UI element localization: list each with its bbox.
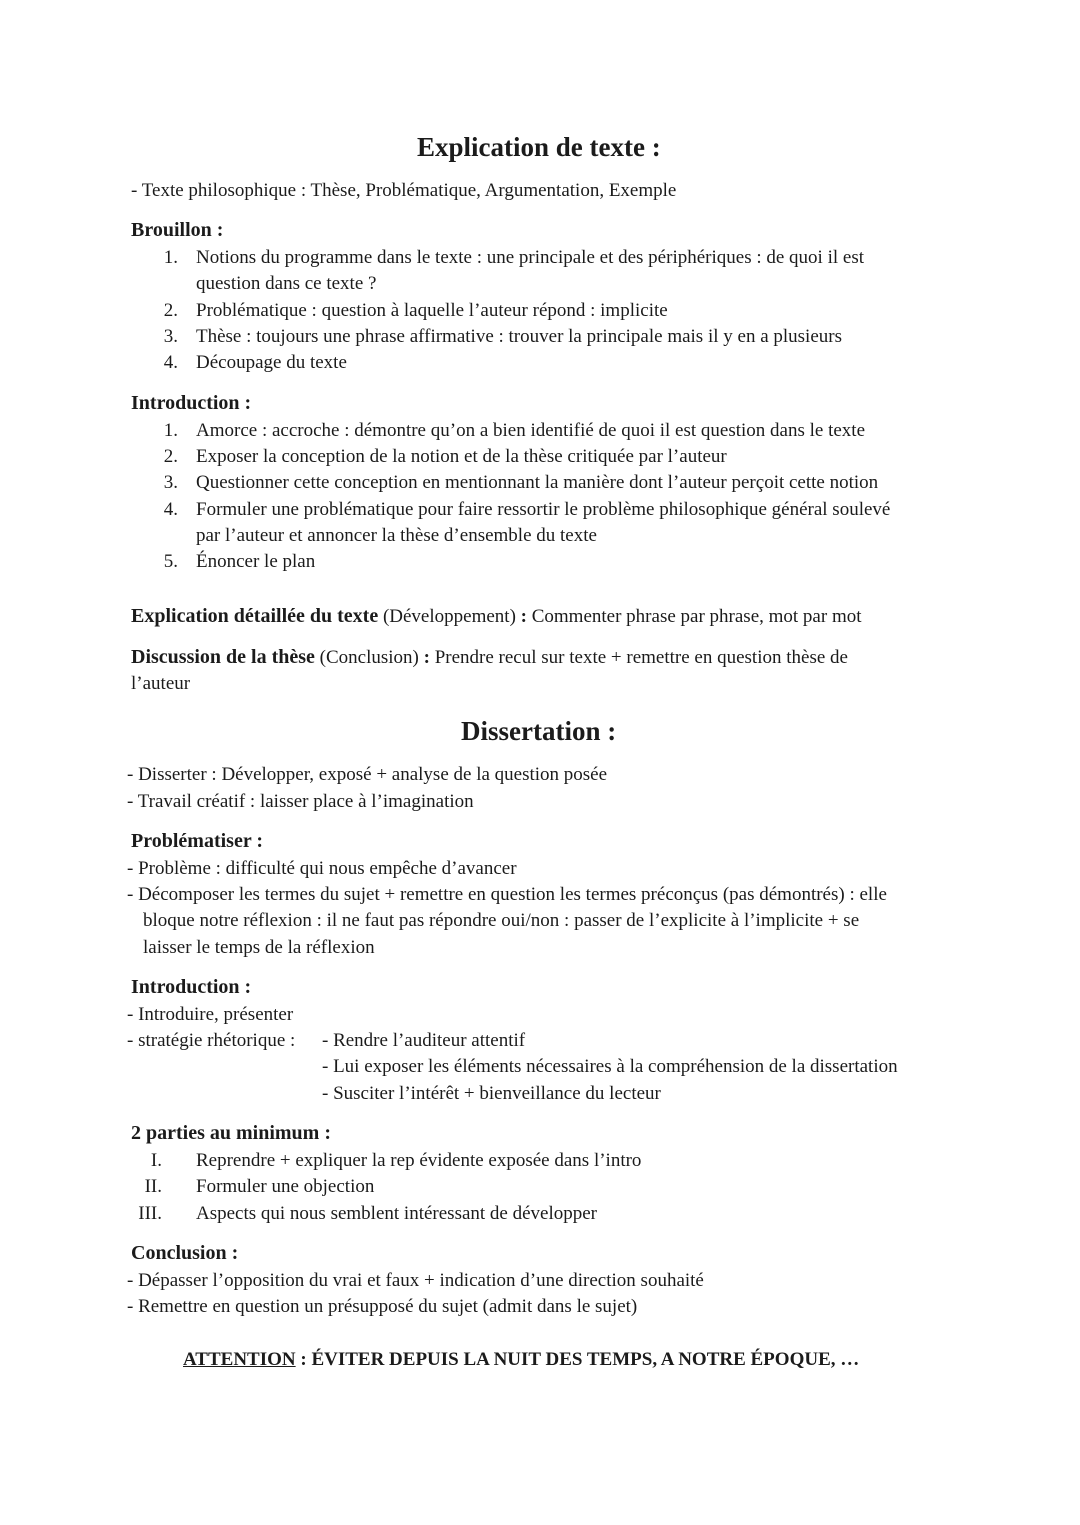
- dissertation-title: Dissertation :: [461, 716, 617, 746]
- rhetoric-sub-item: - Lui exposer les éléments nécessaires à la compréhension de la dissertation: [322, 1056, 898, 1077]
- introduction-heading: Introduction :: [131, 392, 252, 414]
- rhetoric-sub-item: - Rendre l’auditeur attentif: [322, 1030, 526, 1051]
- parties-item-number: I.: [150, 1150, 162, 1171]
- parties-heading: 2 parties au minimum :: [131, 1122, 331, 1144]
- brouillon-item-text: question dans ce texte ?: [196, 273, 377, 294]
- dissertation-introduction-heading: Introduction :: [131, 976, 252, 998]
- problematiser-line: - Décomposer les termes du sujet + remettre en question les termes préconçus (pas démontrés) : elle: [127, 884, 887, 905]
- brouillon-item-number: 2.: [163, 300, 178, 321]
- problematiser-heading: Problématiser :: [131, 830, 264, 852]
- introduction-item-text: par l’auteur et annoncer la thèse d’ensemble du texte: [196, 525, 597, 546]
- discussion-line: [131, 647, 848, 667]
- problematiser-line: laisser le temps de la réflexion: [143, 937, 375, 958]
- dissertation-introduction-line: - stratégie rhétorique :: [127, 1030, 296, 1051]
- introduction-item-number: 5.: [163, 551, 178, 572]
- introduction-item-number: 4.: [163, 499, 178, 520]
- brouillon-heading: Brouillon :: [131, 219, 224, 241]
- rhetoric-sub-item: - Susciter l’intérêt + bienveillance du lecteur: [322, 1083, 661, 1104]
- attention-note: [183, 1350, 859, 1369]
- introduction-item-text: Questionner cette conception en mentionnant la manière dont l’auteur perçoit cette notion: [196, 472, 879, 493]
- discussion-paren: (Conclusion): [314, 647, 424, 668]
- attention-text: : ÉVITER DEPUIS LA NUIT DES TEMPS, A NOTRE ÉPOQUE, …: [295, 1349, 860, 1370]
- explication-detaillee-line: [131, 606, 862, 626]
- brouillon-item-text: Problématique : question à laquelle l’auteur répond : implicite: [196, 300, 668, 321]
- introduction-item-text: Amorce : accroche : démontre qu’on a bien identifié de quoi il est question dans le texte: [196, 420, 865, 441]
- explication-title: Explication de texte :: [417, 132, 661, 162]
- discussion-label: Discussion de la thèse: [131, 646, 315, 668]
- explication-detaillee-label: Explication détaillée du texte: [131, 605, 379, 627]
- conclusion-line: - Dépasser l’opposition du vrai et faux + indication d’une direction souhaité: [127, 1270, 704, 1291]
- introduction-item-number: 2.: [163, 446, 178, 467]
- introduction-item-number: 1.: [163, 420, 178, 441]
- brouillon-item-number: 1.: [163, 247, 178, 268]
- discussion-text: Prendre recul sur texte + remettre en question thèse de: [429, 647, 848, 668]
- brouillon-item-text: Thèse : toujours une phrase affirmative : trouver la principale mais il y en a plusieurs: [196, 326, 842, 347]
- brouillon-item-number: 4.: [163, 352, 178, 373]
- explication-intro-line: - Texte philosophique : Thèse, Problématique, Argumentation, Exemple: [131, 180, 677, 201]
- explication-detaillee-paren: (Développement): [378, 606, 521, 627]
- parties-item-number: III.: [138, 1203, 162, 1224]
- dissertation-introduction-line: - Introduire, présenter: [127, 1004, 294, 1025]
- dissertation-intro-line: - Travail créatif : laisser place à l’imagination: [127, 791, 474, 812]
- discussion-colon: :: [423, 647, 430, 668]
- parties-item-text: Reprendre + expliquer la rep évidente exposée dans l’intro: [196, 1150, 642, 1171]
- problematiser-line: bloque notre réflexion : il ne faut pas répondre oui/non : passer de l’explicite à l’implicite + se: [143, 910, 860, 931]
- conclusion-heading: Conclusion :: [131, 1242, 239, 1264]
- problematiser-line: - Problème : difficulté qui nous empêche d’avancer: [127, 858, 517, 879]
- parties-item-text: Formuler une objection: [196, 1176, 375, 1197]
- discussion-line-2: l’auteur: [131, 673, 191, 694]
- attention-label: ATTENTION: [183, 1349, 296, 1370]
- conclusion-line: - Remettre en question un présupposé du sujet (admit dans le sujet): [127, 1296, 638, 1317]
- introduction-item-text: Exposer la conception de la notion et de la thèse critiquée par l’auteur: [196, 446, 727, 467]
- introduction-item-text: Énoncer le plan: [196, 551, 316, 572]
- parties-item-text: Aspects qui nous semblent intéressant de développer: [196, 1203, 598, 1224]
- introduction-item-text: Formuler une problématique pour faire ressortir le problème philosophique général soulevé: [196, 499, 891, 520]
- explication-detaillee-colon: :: [520, 606, 527, 627]
- parties-item-number: II.: [144, 1176, 162, 1197]
- introduction-item-number: 3.: [163, 472, 178, 493]
- brouillon-item-text: Notions du programme dans le texte : une principale et des périphériques : de quoi il est: [196, 247, 864, 268]
- brouillon-item-number: 3.: [163, 326, 178, 347]
- brouillon-item-text: Découpage du texte: [196, 352, 347, 373]
- dissertation-intro-line: - Disserter : Développer, exposé + analyse de la question posée: [127, 764, 608, 785]
- explication-detaillee-text: Commenter phrase par phrase, mot par mot: [526, 606, 862, 627]
